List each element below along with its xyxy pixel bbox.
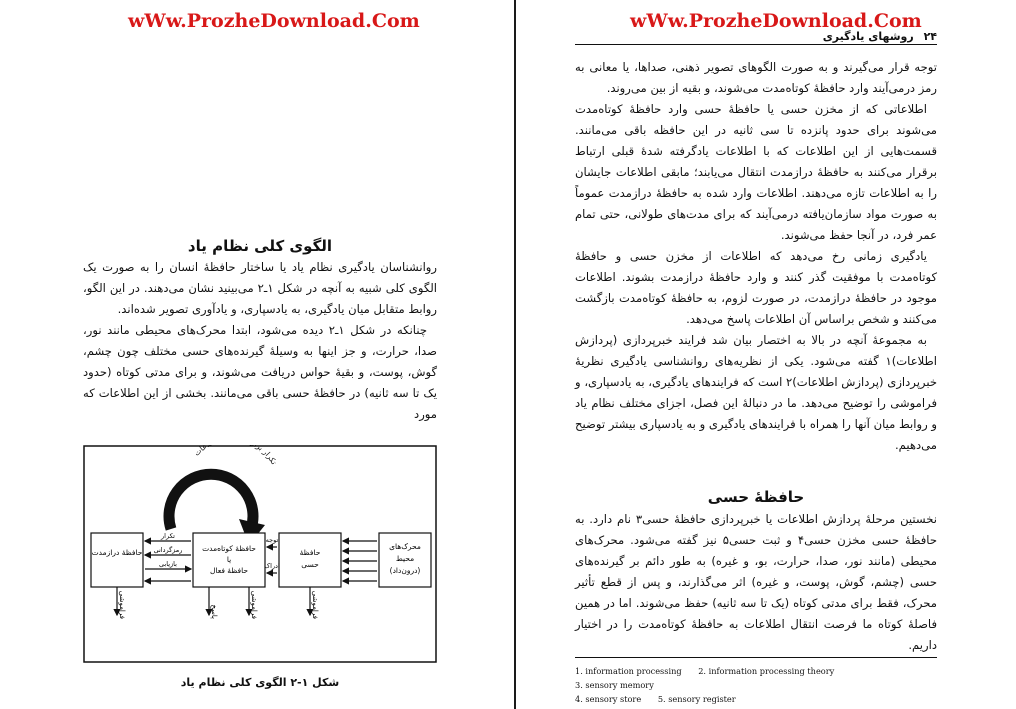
short-term-label-1: حافظهٔ کوتاه‌مدت	[202, 544, 256, 553]
figure-svg	[83, 445, 437, 663]
running-title: روشهای یادگیری	[822, 30, 914, 43]
output-forgetting-1: فراموشی	[118, 590, 126, 619]
short-term-label-2: یا	[226, 555, 232, 564]
running-header	[575, 30, 937, 45]
label-rehearsal: تکرار	[161, 532, 175, 540]
body-paragraph: یادگیری زمانی رخ می‌دهد که اطلاعات از مخزن حسی و حافظهٔ کوتاه‌مدت با موفقیت گذر کنند و وارد حافظهٔ درازمدت بشوند. اطلاعات موجود در حافظهٔ درازمدت، در صورت لزوم، به حافظهٔ کوتاه‌مدت بازگشت می‌کنند و شخص براساس آن اطلاعات پاسخ می‌دهد.	[575, 249, 937, 326]
sensory-label-1: حافظهٔ	[299, 548, 321, 557]
label-attention: توجه	[265, 536, 279, 544]
body-paragraph: روانشناسان یادگیری نظام یاد یا ساختار حافظهٔ انسان را به صورت یک الگوی کلی شبیه به آنچه در شکل ۱ـ۲ می‌بینید نشان می‌دهند. در این الگو، روابط متقابل میان یادگیری، به یادسپاری، و یادآوری تصویر شده‌اند.	[83, 260, 437, 316]
label-retrieval: بازیابی	[159, 560, 177, 568]
footnotes	[575, 657, 937, 706]
footnote: 4. sensory store	[575, 694, 642, 704]
footnote: 5. sensory register	[657, 694, 736, 704]
footnote: 2. information processing theory	[698, 666, 835, 676]
memory-model-figure	[83, 445, 437, 663]
output-response: پاسخ	[210, 604, 218, 619]
circular-label: تکرار بر اطلاعات	[192, 445, 279, 467]
output-forgetting-3: فراموشی	[311, 590, 319, 619]
page-divider	[514, 0, 516, 709]
page-number: ۲۴	[923, 30, 937, 43]
output-forgetting-2: فراموشی	[250, 590, 258, 619]
body-paragraph: توجه قرار می‌گیرند و به صورت الگوهای تصویر ذهنی، صداها، یا معانی به رمز درمی‌آیند وارد حافظهٔ کوتاه‌مدت می‌شوند، و بقیه از بین می‌روند.	[575, 60, 937, 95]
left-heading: الگوی کلی نظام یاد	[187, 237, 333, 255]
figure-caption: شکل ۱-۲ الگوی کلی نظام یاد	[180, 676, 340, 689]
body-paragraph: به مجموعهٔ آنچه در بالا به اختصار بیان شد فرایند خبرپردازی (پردازش اطلاعات)۱ گفته می‌شود. یکی از نظریه‌های روانشناسی یادگیری نظریهٔ خبرپردازی (پردازش اطلاعات)۲ است که فرایندهای یادگیری، به یادسپاری، و فراموشی را توضیح می‌دهد. ما در دنبالهٔ این فصل، اجزای مختلف نظام یاد و روابط میان آنها را همراه با فرایندهای یادگیری و به یادسپاری بیشتر توضیح می‌دهیم.	[575, 333, 937, 452]
section-heading: حافظهٔ حسی	[707, 488, 805, 506]
watermark-right: wWw.ProzheDownload.Com	[630, 10, 922, 32]
label-encoding: رمزگردانی	[153, 546, 183, 554]
stimuli-label-3: (درون‌داد)	[389, 566, 421, 575]
sensory-memory-section	[575, 488, 937, 656]
short-term-label-3: حافظهٔ فعال	[209, 566, 249, 575]
stimuli-label-2: محیط	[395, 554, 415, 563]
label-perception: ادراک	[264, 562, 280, 570]
sensory-label-2: حسی	[301, 560, 319, 569]
footnote: 3. sensory memory	[575, 680, 654, 690]
long-term-memory-box	[91, 533, 143, 587]
left-page-body	[83, 237, 437, 425]
body-paragraph: اطلاعاتی که از مخزن حسی یا حافظهٔ حسی وارد حافظهٔ کوتاه‌مدت می‌شوند برای حدود پانزده تا سی ثانیه در این حافظه باقی می‌مانند. قسمت‌هایی از این اطلاعات که با اطلاعات یادگرفته شدهٔ قبلی ارتباط برقرار می‌کنند به حافظهٔ درازمدت انتقال می‌یابند؛ مابقی اطلاعات جایشان را به اطلاعات تازه می‌دهند. اطلاعات وارد شده به حافظهٔ درازمدت عموماً به صورت مواد سازمان‌یافته درمی‌آیند که برای مدت‌های طولانی، حتی تمام عمر فرد، در آنجا حفظ می‌شوند.	[575, 102, 937, 242]
stimuli-label-1: محرک‌های	[389, 542, 421, 551]
right-page-body	[575, 57, 937, 456]
footnote: 1. information processing	[575, 666, 682, 676]
body-paragraph: چنانکه در شکل ۱ـ۲ دیده می‌شود، ابتدا محرک‌های محیطی مانند نور، صدا، حرارت، و جز اینها به وسیلهٔ گیرنده‌های حسی مختلف چون چشم، گوش، پوست، و بقیهٔ حواس دریافت می‌شوند، و برای مدتی کوتاه (حدود یک تا سه ثانیه) در حافظهٔ حسی باقی می‌مانند. بخشی از این اطلاعات که مورد	[83, 323, 437, 421]
watermark-left: wWw.ProzheDownload.Com	[128, 10, 420, 32]
long-term-label: حافظهٔ درازمدت	[91, 548, 143, 557]
section-paragraph: نخستین مرحلهٔ پردازش اطلاعات یا خبرپردازی حافظهٔ حسی۳ نام دارد. به حافظهٔ حسی مخزن حسی۴ و ثبت حسی۵ نیز گفته می‌شود. محرک‌های محیطی (مانند نور، صدا، حرارت، بو، و غیره) به طور دائم بر گیرنده‌های حسی (چشم، گوش، پوست، و غیره) اثر می‌گذارند، و پس از قطع تأثیر محرک، فقط برای مدتی کوتاه (یک تا سه ثانیه) حفظ می‌شوند. اما در همین فاصلهٔ کوتاه ما فرصت انتقال اطلاعات به حافظهٔ کوتاه‌مدت را در اختیار داریم.	[575, 512, 938, 652]
